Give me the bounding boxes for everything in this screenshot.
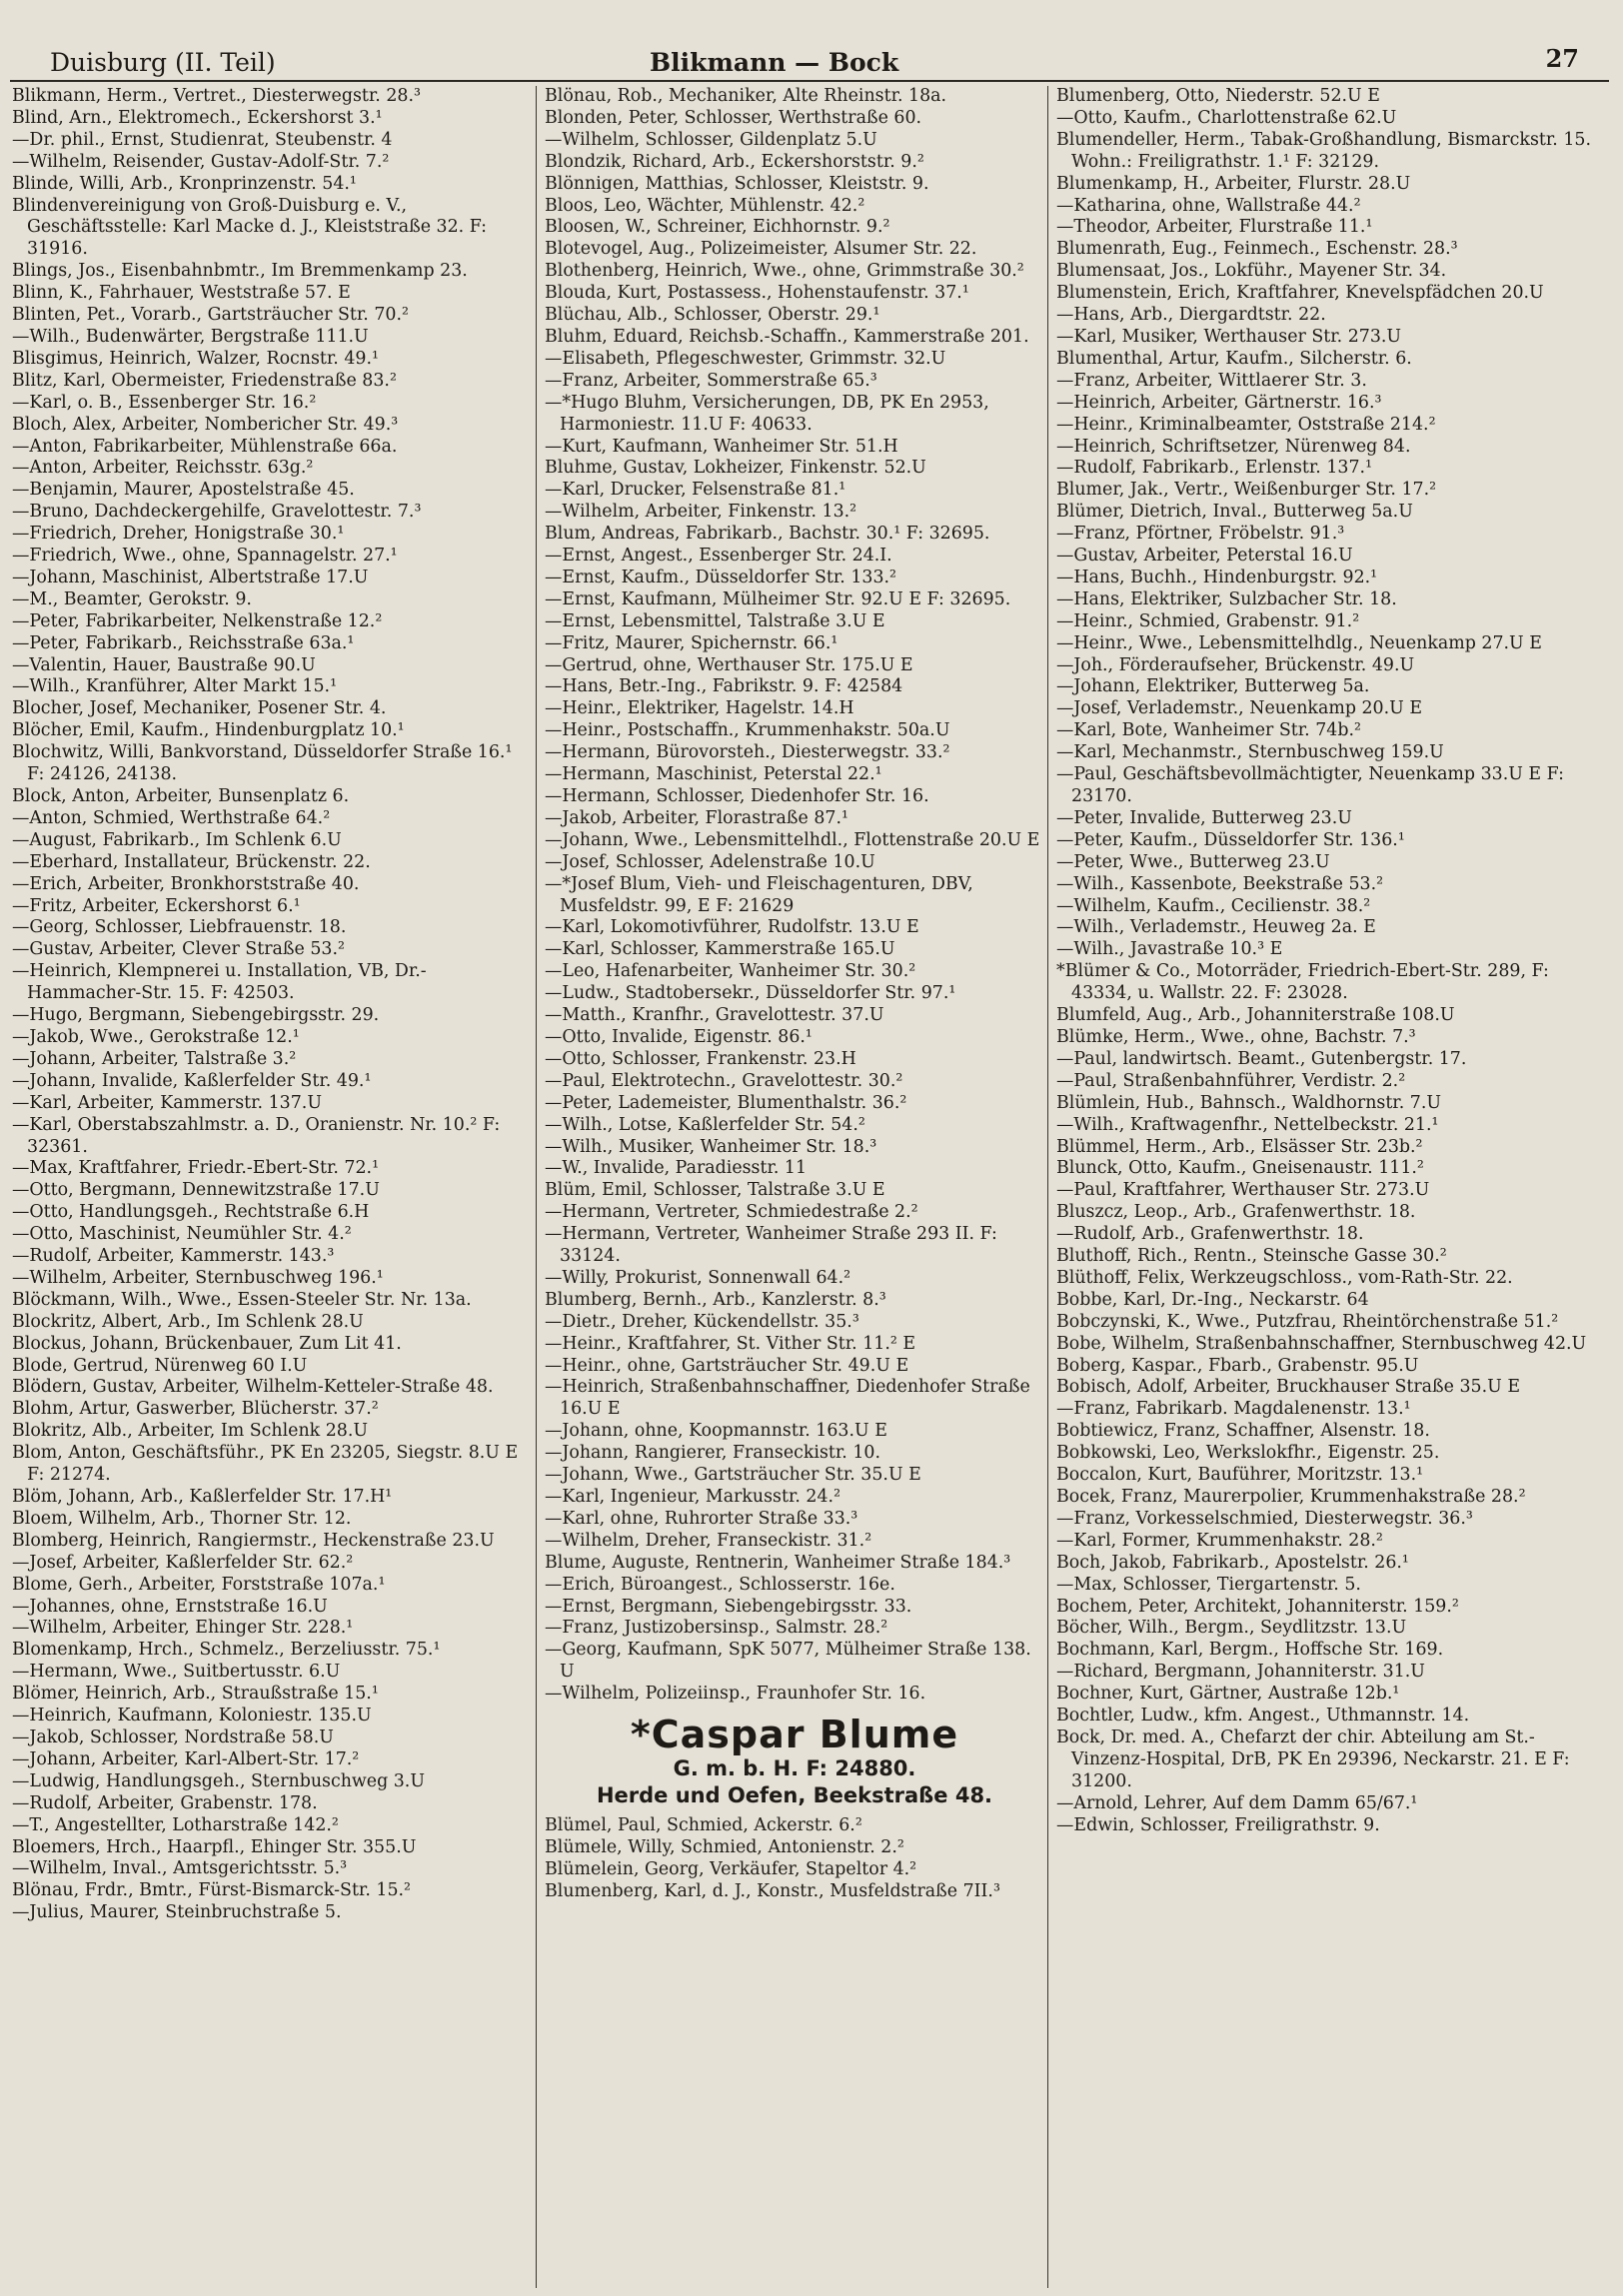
directory-entry: —Ludwig, Handlungsgeh., Sternbuschweg 3.U [12,1770,425,1791]
directory-entry: Blumenstein, Erich, Kraftfahrer, Knevelspfädchen 20.U [1056,283,1544,304]
directory-entry: Blömer, Heinrich, Arb., Straußstraße 15.¹ [12,1684,379,1705]
directory-entry: —Otto, Kaufm., Charlottenstraße 62.U [1056,107,1397,128]
column-1 [12,86,520,2288]
directory-entry: —Heinr., Wwe., Lebensmittelhdlg., Neuenkamp 27.U E [1056,632,1542,653]
directory-entry: —Joh., Förderaufseher, Brückenstr. 49.U [1056,654,1415,675]
directory-entry: Blumenberg, Otto, Niederstr. 52.U E [1056,86,1380,106]
directory-entry: Blümer, Dietrich, Inval., Butterweg 5a.U [1056,502,1413,523]
directory-entry: —Johann, Wwe., Gartsträucher Str. 35.U E [545,1465,921,1486]
directory-entry: Blümel, Paul, Schmied, Ackerstr. 6.² [545,1815,862,1836]
directory-entry: —Jakob, Arbeiter, Florastraße 87.¹ [545,807,848,828]
directory-entry: Blödern, Gustav, Arbeiter, Wilhelm-Ketteler-Straße 48. [12,1377,494,1398]
directory-entry: Blinde, Willi, Arb., Kronprinzenstr. 54.¹ [12,173,357,194]
directory-entry: —Paul, landwirtsch. Beamt., Gutenbergstr. 17. [1056,1048,1467,1069]
directory-entry: —Max, Schlosser, Tiergartenstr. 5. [1056,1574,1361,1595]
directory-entry: —Wilhelm, Arbeiter, Ehinger Str. 228.¹ [12,1618,354,1639]
directory-entry: —Leo, Hafenarbeiter, Wanheimer Str. 30.² [545,961,916,982]
directory-entry: Bochner, Kurt, Gärtner, Austraße 12b.¹ [1056,1684,1400,1705]
directory-entry: —Hermann, Vertreter, Schmiedestraße 2.² [545,1202,918,1223]
directory-entry: —Julius, Maurer, Steinbruchstraße 5. [12,1902,342,1923]
directory-entry: Blümke, Herm., Wwe., ohne, Bachstr. 7.³ [1056,1026,1416,1047]
directory-entry: Blümlein, Hub., Bahnsch., Waldhornstr. 7.U [1056,1092,1442,1113]
directory-entry: —Wilhelm, Dreher, Franseckistr. 31.² [545,1530,872,1551]
directory-entry: Blönnigen, Matthias, Schlosser, Kleiststr. 9. [545,173,929,194]
directory-entry: —Heinr., Kriminalbeamter, Oststraße 214.² [1056,414,1436,435]
directory-entry: —Edwin, Schlosser, Freiligrathstr. 9. [1056,1814,1380,1835]
directory-entry: Blotevogel, Aug., Polizeimeister, Alsumer Str. 22. [545,239,977,260]
directory-entry: —*Josef Blum, Vieh- und Fleischagenturen, DBV, Musfeldstr. 99, E F: 21629 [545,873,973,916]
directory-entry: —Heinrich, Kaufmann, Koloniestr. 135.U [12,1706,372,1726]
directory-entry: Blumenrath, Eug., Feinmech., Eschenstr. 28.³ [1056,239,1458,260]
directory-entry: —Franz, Arbeiter, Wittlaerer Str. 3. [1056,370,1367,391]
page-header [10,44,1609,82]
directory-entry: —Matth., Kranfhr., Gravelottestr. 37.U [545,1005,884,1026]
directory-entry: Blum, Andreas, Fabrikarb., Bachstr. 30.¹ F: 32695. [545,524,990,545]
directory-entry: —Eberhard, Installateur, Brückenstr. 22. [12,851,371,872]
directory-entry: —Hans, Buchh., Hindenburgstr. 92.¹ [1056,567,1378,587]
directory-entry: Blöm, Johann, Arb., Kaßlerfelder Str. 17.H¹ [12,1487,393,1507]
directory-entry: Blumfeld, Aug., Arb., Johanniterstraße 108.U [1056,1005,1455,1026]
directory-entry: —Johann, Invalide, Kaßlerfelder Str. 49.¹ [12,1070,372,1091]
directory-entry: —Franz, Fabrikarb. Magdalenenstr. 13.¹ [1056,1399,1411,1420]
directory-entry: Bobisch, Adolf, Arbeiter, Bruckhauser Straße 35.U E [1056,1377,1521,1398]
directory-entry: —Peter, Wwe., Butterweg 23.U [1056,851,1330,872]
directory-entry: Blindenvereinigung von Groß-Duisburg e. V., Geschäftsstelle: Karl Macke d. J., Kleiststraße 32. F: 31916. [12,195,488,260]
directory-entry: —Erich, Arbeiter, Bronkhorststraße 40. [12,873,360,894]
directory-entry: Blüthoff, Felix, Werkzeugschloss., vom-Rath-Str. 22. [1056,1267,1513,1288]
directory-entry: —Friedrich, Dreher, Honigstraße 30.¹ [12,524,345,545]
directory-entry: Bloos, Leo, Wächter, Mühlenstr. 42.² [545,195,865,216]
directory-entry: —*Hugo Bluhm, Versicherungen, DB, PK En 2953, Harmoniestr. 11.U F: 40633. [545,392,989,435]
directory-entry: —Heinr., Schmied, Grabenstr. 91.² [1056,610,1360,631]
directory-entry: —Dr. phil., Ernst, Studienrat, Steubenstr. 4 [12,129,393,150]
directory-entry: —Fritz, Arbeiter, Eckershorst 6.¹ [12,895,301,916]
directory-entry: —Arnold, Lehrer, Auf dem Damm 65/67.¹ [1056,1792,1418,1813]
directory-entry: Blönau, Rob., Mechaniker, Alte Rheinstr. 18a. [545,86,947,106]
directory-entry: Blomenkamp, Hrch., Schmelz., Berzeliusstr. 75.¹ [12,1640,441,1661]
directory-entry: —M., Beamter, Gerokstr. 9. [12,588,252,609]
directory-entry: —Heinr., Elektriker, Hagelstr. 14.H [545,698,854,719]
directory-entry: —Valentin, Hauer, Baustraße 90.U [12,654,316,675]
directory-entry: Blohm, Artur, Gaswerber, Blücherstr. 37.² [12,1399,379,1420]
directory-entry: —Dietr., Dreher, Kückendellstr. 35.³ [545,1311,859,1332]
directory-entry: —Peter, Fabrikarbeiter, Nelkenstraße 12.² [12,610,383,631]
directory-entry: Blisgimus, Heinrich, Walzer, Rocnstr. 49.¹ [12,348,379,369]
directory-entry: Bobkowski, Leo, Werkslokfhr., Eigenstr. 25. [1056,1443,1440,1464]
directory-entry: Bochmann, Karl, Bergm., Hoffsche Str. 169. [1056,1640,1444,1661]
directory-entry: —Karl, Mechanmstr., Sternbuschweg 159.U [1056,742,1444,763]
directory-entry: —Paul, Elektrotechn., Gravelottestr. 30.² [545,1070,903,1091]
directory-entry: —Peter, Fabrikarb., Reichsstraße 63a.¹ [12,632,355,653]
directory-entry: —Heinrich, Straßenbahnschaffner, Diedenhofer Straße 16.U E [545,1377,1030,1420]
directory-entry: —Karl, Ingenieur, Markusstr. 24.² [545,1487,841,1507]
directory-entry: —Johann, ohne, Koopmannstr. 163.U E [545,1421,887,1442]
directory-entry: —Rudolf, Arbeiter, Grabenstr. 178. [12,1792,318,1813]
directory-entry: —Richard, Bergmann, Johanniterstr. 31.U [1056,1662,1425,1683]
ad-products-address: Herde und Oefen, Beekstraße 48. [596,1783,993,1808]
directory-entry: —Gustav, Arbeiter, Peterstal 16.U [1056,546,1353,567]
directory-entry: —Anton, Arbeiter, Reichsstr. 63g.² [12,458,314,479]
directory-entry: —Georg, Schlosser, Liebfrauenstr. 18. [12,917,347,938]
directory-entry: —Franz, Vorkesselschmied, Diesterwegstr. 36.³ [1056,1508,1473,1529]
directory-entry: —Hans, Elektriker, Sulzbacher Str. 18. [1056,588,1397,609]
directory-entry: —Benjamin, Maurer, Apostelstraße 45. [12,480,355,501]
directory-entry: Bobbe, Karl, Dr.-Ing., Neckarstr. 64 [1056,1289,1369,1310]
directory-entry: Blunck, Otto, Kaufm., Gneisenaustr. 111.² [1056,1158,1424,1179]
directory-entry: —Rudolf, Arbeiter, Kammerstr. 143.³ [12,1246,335,1267]
directory-entry: Blouda, Kurt, Postassess., Hohenstaufenstr. 37.¹ [545,283,969,304]
advertisement-caspar-blume [545,1714,1044,1809]
directory-entry: —Johann, Arbeiter, Karl-Albert-Str. 17.² [12,1748,360,1769]
directory-entry: Bluhme, Gustav, Lokheizer, Finkenstr. 52.U [545,458,926,479]
directory-entry: —Karl, Former, Krummenhakstr. 28.² [1056,1530,1383,1551]
directory-entry: —Otto, Handlungsgeh., Rechtstraße 6.H [12,1202,370,1223]
directory-entry: —Johann, Arbeiter, Talstraße 3.² [12,1048,297,1069]
directory-entry: Blocher, Josef, Mechaniker, Posener Str. 4. [12,698,387,719]
directory-entry: —Hans, Arb., Diergardtstr. 22. [1056,305,1326,326]
directory-entry: —Wilhelm, Polizeiinsp., Fraunhofer Str. 16. [545,1684,926,1705]
directory-entry: Blumenthal, Artur, Kaufm., Silcherstr. 6. [1056,348,1412,369]
directory-entry: Boccalon, Kurt, Bauführer, Moritzstr. 13.¹ [1056,1465,1424,1486]
directory-entry: Blumenberg, Karl, d. J., Konstr., Musfeldstraße 7II.³ [545,1880,1000,1901]
directory-entry: —Erich, Büroangest., Schlosserstr. 16e. [545,1574,895,1595]
directory-entry: —Gustav, Arbeiter, Clever Straße 53.² [12,939,345,960]
directory-entry: —Paul, Kraftfahrer, Werthauser Str. 273.U [1056,1180,1430,1201]
directory-entry: Böcher, Wilh., Bergm., Seydlitzstr. 13.U [1056,1618,1407,1639]
directory-entry: Blockus, Johann, Brückenbauer, Zum Lit 41. [12,1333,402,1354]
directory-entry: —Ernst, Angest., Essenberger Str. 24.I. [545,546,892,567]
directory-entry: —Johann, Rangierer, Franseckistr. 10. [545,1443,880,1464]
directory-entry: Bobczynski, K., Wwe., Putzfrau, Rheintörchenstraße 51.² [1056,1311,1559,1332]
directory-entry: —Karl, Oberstabszahlmstr. a. D., Oranienstr. Nr. 10.² F: 32361. [12,1114,501,1157]
directory-entry: —Wilhelm, Reisender, Gustav-Adolf-Str. 7.² [12,151,390,172]
directory-entry: —Paul, Geschäftsbevollmächtigter, Neuenkamp 33.U E F: 23170. [1056,764,1564,806]
directory-entry: —Wilh., Kassenbote, Beekstraße 53.² [1056,873,1384,894]
directory-entry: —Heinr., ohne, Gartsträucher Str. 49.U E [545,1355,909,1376]
directory-entry: —Katharina, ohne, Wallstraße 44.² [1056,195,1361,216]
directory-entry: —Heinrich, Schriftsetzer, Nürenweg 84. [1056,436,1411,457]
directory-entry: —Anton, Fabrikarbeiter, Mühlenstraße 66a. [12,436,398,457]
directory-entry: Blöckmann, Wilh., Wwe., Essen-Steeler Str. Nr. 13a. [12,1289,472,1310]
directory-entry: Bochtler, Ludw., kfm. Angest., Uthmannstr. 14. [1056,1706,1470,1726]
directory-entry: —Heinr., Postschaffn., Krummenhakstr. 50a.U [545,720,950,741]
page-number: 27 [1545,44,1579,73]
column-2 [536,86,1044,2288]
directory-entry: —Karl, ohne, Ruhrorter Straße 33.³ [545,1508,858,1529]
column-3 [1047,86,1604,2288]
directory-entry: —Otto, Invalide, Eigenstr. 86.¹ [545,1026,812,1047]
directory-entry: —Karl, Musiker, Werthauser Str. 273.U [1056,326,1402,347]
directory-entry: —Wilh., Javastraße 10.³ E [1056,939,1283,960]
directory-entry: Blome, Gerh., Arbeiter, Forststraße 107a.¹ [12,1574,386,1595]
directory-entry: —Hermann, Wwe., Suitbertusstr. 6.U [12,1662,341,1683]
directory-entry: —Jakob, Wwe., Gerokstraße 12.¹ [12,1026,300,1047]
directory-entry: Bocek, Franz, Maurerpolier, Krummenhakstraße 28.² [1056,1487,1526,1507]
directory-entry: —Johann, Wwe., Lebensmittelhdl., Flottenstraße 20.U E [545,829,1040,850]
directory-entry: —Wilhelm, Inval., Amtsgerichtsstr. 5.³ [12,1858,348,1879]
directory-entry: —Heinr., Kraftfahrer, St. Vither Str. 11.² E [545,1333,916,1354]
directory-entry: Bloch, Alex, Arbeiter, Nombericher Str. 49.³ [12,414,399,435]
directory-entry: Blume, Auguste, Rentnerin, Wanheimer Straße 184.³ [545,1552,1011,1573]
directory-entry: —Wilh., Lotse, Kaßlerfelder Str. 54.² [545,1114,865,1135]
directory-entry: —Hermann, Schlosser, Diedenhofer Str. 16. [545,786,929,806]
directory-entry: —Franz, Arbeiter, Sommerstraße 65.³ [545,370,877,391]
directory-entry: —Ludw., Stadtobersekr., Düsseldorfer Str. 97.¹ [545,983,956,1004]
directory-entry: —Gertrud, ohne, Werthauser Str. 175.U E [545,654,913,675]
directory-entry: Blings, Jos., Eisenbahnbmtr., Im Bremmenkamp 23. [12,261,468,282]
directory-entry: —Otto, Schlosser, Frankenstr. 23.H [545,1048,856,1069]
directory-entry: —Otto, Maschinist, Neumühler Str. 4.² [12,1224,352,1245]
directory-entry: Blondzik, Richard, Arb., Eckershorststr. 9.² [545,151,924,172]
directory-entry: —Peter, Kaufm., Düsseldorfer Str. 136.¹ [1056,829,1405,850]
directory-entry: —Fritz, Maurer, Spichernstr. 66.¹ [545,632,838,653]
directory-entry: —Wilhelm, Arbeiter, Sternbuschweg 196.¹ [12,1267,384,1288]
directory-entry: —Theodor, Arbeiter, Flurstraße 11.¹ [1056,217,1373,238]
directory-entry: —Wilhelm, Kaufm., Cecilienstr. 38.² [1056,895,1371,916]
directory-entry: —Karl, Arbeiter, Kammerstr. 137.U [12,1092,322,1113]
directory-entry: —Hermann, Vertreter, Wanheimer Straße 293 II. F: 33124. [545,1224,997,1267]
directory-entry: —Anton, Schmied, Werthstraße 64.² [12,807,331,828]
directory-entry: —T., Angestellter, Lotharstraße 142.² [12,1814,339,1835]
directory-entry: —Bruno, Dachdeckergehilfe, Gravelottestr. 7.³ [12,502,422,523]
directory-entry: —Karl, o. B., Essenberger Str. 16.² [12,392,317,413]
directory-entry: Blomberg, Heinrich, Rangiermstr., Heckenstraße 23.U [12,1530,495,1551]
directory-entry: —Karl, Drucker, Felsenstraße 81.¹ [545,480,846,501]
directory-entry: —Heinrich, Arbeiter, Gärtnerstr. 16.³ [1056,392,1382,413]
directory-entry: —Ernst, Bergmann, Siebengebirgsstr. 33. [545,1596,912,1617]
directory-entry: —Otto, Bergmann, Dennewitzstraße 17.U [12,1180,380,1201]
directory-entry: —Wilhelm, Schlosser, Gildenplatz 5.U [545,129,877,150]
directory-entry: Blümelein, Georg, Verkäufer, Stapeltor 4.² [545,1858,917,1879]
directory-entry: —Wilh., Kraftwagenfhr., Nettelbeckstr. 21.¹ [1056,1114,1439,1135]
directory-entry: Bock, Dr. med. A., Chefarzt der chir. Abteilung am St.-Vinzenz-Hospital, DrB, PK En 29396, Neckarstr. 21. E F: 31200. [1056,1726,1570,1791]
directory-entry: Blüm, Emil, Schlosser, Talstraße 3.U E [545,1180,885,1201]
directory-entry: —W., Invalide, Paradiesstr. 11 [545,1158,808,1179]
ad-company-name: *Caspar Blume [630,1713,959,1757]
directory-entry: Blikmann, Herm., Vertret., Diesterwegstr. 28.³ [12,86,421,106]
directory-entry: —Kurt, Kaufmann, Wanheimer Str. 51.H [545,436,898,457]
directory-entry: Blode, Gertrud, Nürenweg 60 I.U [12,1355,308,1376]
directory-entry: Blind, Arn., Elektromech., Eckershorst 3.¹ [12,107,383,128]
header-name-range: Blikmann — Bock [650,48,899,77]
directory-entry: —Peter, Lademeister, Blumenthalstr. 36.² [545,1092,907,1113]
directory-entry: —Franz, Justizobersinsp., Salmstr. 28.² [545,1618,888,1639]
directory-entry: Block, Anton, Arbeiter, Bunsenplatz 6. [12,786,350,806]
directory-entry: —Karl, Schlosser, Kammerstraße 165.U [545,939,895,960]
ad-company-form-phone: G. m. b. H. F: 24880. [673,1756,916,1781]
directory-entry: —Hermann, Maschinist, Peterstal 22.¹ [545,764,882,785]
directory-entry: Bluthoff, Rich., Rentn., Steinsche Gasse 30.² [1056,1246,1447,1267]
header-city-part: Duisburg (II. Teil) [50,48,276,77]
directory-entry: —Hans, Betr.-Ing., Fabrikstr. 9. F: 42584 [545,676,903,697]
directory-entry: —Jakob, Schlosser, Nordstraße 58.U [12,1726,334,1747]
directory-entry: —Rudolf, Arb., Grafenwerthstr. 18. [1056,1224,1364,1245]
directory-entry: Blockritz, Albert, Arb., Im Schlenk 28.U [12,1311,364,1332]
directory-entry: —Johann, Maschinist, Albertstraße 17.U [12,567,369,587]
directory-entry: Blüchau, Alb., Schlosser, Oberstr. 29.¹ [545,305,880,326]
directory-entry: —Johann, Elektriker, Butterweg 5a. [1056,676,1370,697]
directory-columns [12,86,1611,2288]
directory-entry: Bloosen, W., Schreiner, Eichhornstr. 9.² [545,217,890,238]
directory-entry: —August, Fabrikarb., Im Schlenk 6.U [12,829,342,850]
directory-entry: Blönau, Frdr., Bmtr., Fürst-Bismarck-Str. 15.² [12,1880,412,1901]
directory-entry: Bluhm, Eduard, Reichsb.-Schaffn., Kammerstraße 201. [545,326,1029,347]
directory-entry: Blümele, Willy, Schmied, Antonienstr. 2.² [545,1836,904,1857]
directory-entry: —Rudolf, Fabrikarb., Erlenstr. 137.¹ [1056,458,1373,479]
directory-entry: —Josef, Arbeiter, Kaßlerfelder Str. 62.² [12,1552,354,1573]
directory-entry: Bobe, Wilhelm, Straßenbahnschaffner, Sternbuschweg 42.U [1056,1333,1587,1354]
directory-entry: Blumenkamp, H., Arbeiter, Flurstr. 28.U [1056,173,1411,194]
directory-entry: Blöcher, Emil, Kaufm., Hindenburgplatz 10.¹ [12,720,405,741]
directory-entry: —Elisabeth, Pflegeschwester, Grimmstr. 32.U [545,348,946,369]
directory-entry: Bochem, Peter, Architekt, Johanniterstr. 159.² [1056,1596,1459,1617]
directory-entry: —Hermann, Bürovorsteh., Diesterwegstr. 33.² [545,742,950,763]
directory-entry: —Heinrich, Klempnerei u. Installation, VB, Dr.-Hammacher-Str. 15. F: 42503. [12,961,427,1004]
directory-entry: —Ernst, Kaufmann, Mülheimer Str. 92.U E F: 32695. [545,588,1011,609]
directory-entry: Blokritz, Alb., Arbeiter, Im Schlenk 28.U [12,1421,369,1442]
directory-entry: —Josef, Schlosser, Adelenstraße 10.U [545,851,875,872]
directory-entry: Blitz, Karl, Obermeister, Friedenstraße 83.² [12,370,397,391]
directory-entry: —Wilh., Verlademstr., Heuweg 2a. E [1056,917,1376,938]
directory-entry: —Karl, Bote, Wanheimer Str. 74b.² [1056,720,1361,741]
directory-entry: Blom, Anton, Geschäftsführ., PK En 23205, Siegstr. 8.U E F: 21274. [12,1443,519,1486]
directory-entry: —Wilh., Musiker, Wanheimer Str. 18.³ [545,1136,877,1157]
directory-entry: —Hugo, Bergmann, Siebengebirgsstr. 29. [12,1005,380,1026]
directory-entry: Blinn, K., Fahrhauer, Weststraße 57. E [12,283,351,304]
directory-entry: —Paul, Straßenbahnführer, Verdistr. 2.² [1056,1070,1406,1091]
directory-entry: —Max, Kraftfahrer, Friedr.-Ebert-Str. 72.¹ [12,1158,380,1179]
directory-entry: —Friedrich, Wwe., ohne, Spannagelstr. 27.¹ [12,546,398,567]
directory-entry: Bloem, Wilhelm, Arb., Thorner Str. 12. [12,1508,352,1529]
directory-entry: —Josef, Verlademstr., Neuenkamp 20.U E [1056,698,1423,719]
directory-entry: —Franz, Pförtner, Fröbelstr. 91.³ [1056,524,1345,545]
directory-entry: Bobtiewicz, Franz, Schaffner, Alsenstr. 18. [1056,1421,1430,1442]
directory-entry: —Ernst, Lebensmittel, Talstraße 3.U E [545,610,885,631]
directory-entry: —Johannes, ohne, Ernststraße 16.U [12,1596,328,1617]
directory-entry: Bloemers, Hrch., Haarpfl., Ehinger Str. 355.U [12,1836,417,1857]
directory-entry: *Blümer & Co., Motorräder, Friedrich-Ebert-Str. 289, F: 43334, u. Wallstr. 22. F: 23028. [1056,961,1549,1004]
directory-entry: Blinten, Pet., Vorarb., Gartsträucher Str. 70.² [12,305,409,326]
directory-entry: Blumendeller, Herm., Tabak-Großhandlung, Bismarckstr. 15. Wohn.: Freiligrathstr. 1.¹ F: 32129. [1056,129,1591,172]
directory-entry: Boch, Jakob, Fabrikarb., Apostelstr. 26.¹ [1056,1552,1409,1573]
directory-entry: —Willy, Prokurist, Sonnenwall 64.² [545,1267,851,1288]
directory-entry: Blumberg, Bernh., Arb., Kanzlerstr. 8.³ [545,1289,886,1310]
directory-entry: —Wilhelm, Arbeiter, Finkenstr. 13.² [545,502,857,523]
directory-entry: Blumer, Jak., Vertr., Weißenburger Str. 17.² [1056,480,1437,501]
directory-entry: —Georg, Kaufmann, SpK 5077, Mülheimer Straße 138. U [545,1640,1031,1683]
directory-entry: Boberg, Kaspar., Fbarb., Grabenstr. 95.U [1056,1355,1419,1376]
directory-entry: —Wilh., Kranführer, Alter Markt 15.¹ [12,676,338,697]
directory-entry: Blümmel, Herm., Arb., Elsässer Str. 23b.² [1056,1136,1423,1157]
directory-entry: Blochwitz, Willi, Bankvorstand, Düsseldorfer Straße 16.¹ F: 24126, 24138. [12,742,513,785]
directory-entry: —Karl, Lokomotivführer, Rudolfstr. 13.U E [545,917,919,938]
directory-entry: —Ernst, Kaufm., Düsseldorfer Str. 133.² [545,567,897,587]
directory-entry: Blonden, Peter, Schlosser, Werthstraße 60. [545,107,922,128]
directory-entry: —Peter, Invalide, Butterweg 23.U [1056,807,1352,828]
directory-entry: Blumensaat, Jos., Lokführ., Mayener Str. 34. [1056,261,1447,282]
column-2-entries-bottom [545,1815,1044,1903]
column-2-entries-top [545,86,1044,1706]
directory-entry: —Wilh., Budenwärter, Bergstraße 111.U [12,326,369,347]
directory-entry: Bluszcz, Leop., Arb., Grafenwerthstr. 18. [1056,1202,1416,1223]
directory-entry: Blothenberg, Heinrich, Wwe., ohne, Grimmstraße 30.² [545,261,1024,282]
